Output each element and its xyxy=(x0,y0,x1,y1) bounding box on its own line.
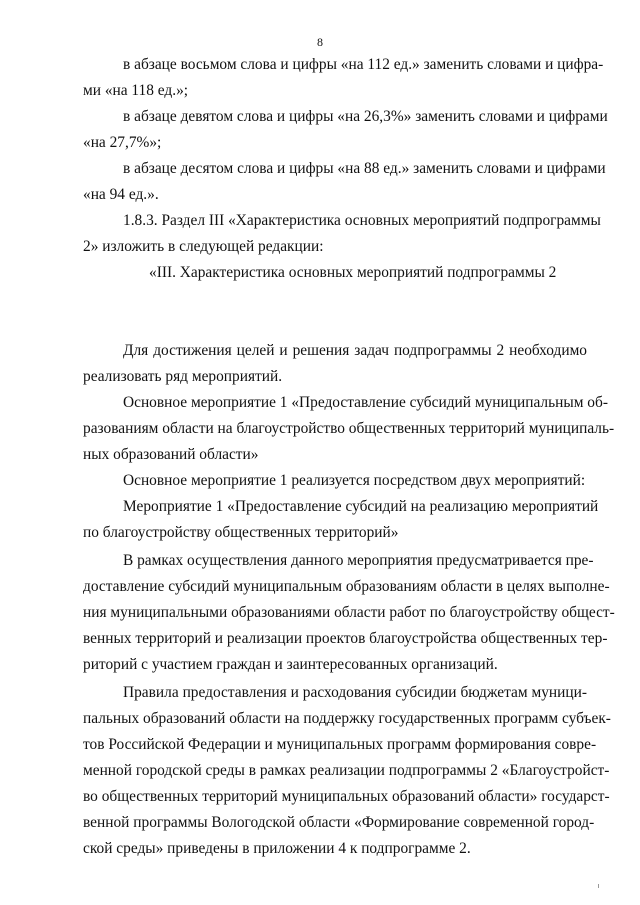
scan-artifact-mark xyxy=(598,884,599,888)
paragraph-amendment-paragraph-9 xyxy=(83,104,608,156)
text-line: реализовать ряд мероприятий. xyxy=(83,368,283,385)
text-line: ных образований области» xyxy=(83,446,259,463)
paragraph-amendment-paragraph-10 xyxy=(83,156,606,208)
paragraph-goals xyxy=(83,338,587,390)
page-number: 8 xyxy=(317,35,323,49)
text-line: менной городской среды в рамках реализации подпрограммы 2 «Благоустройст- xyxy=(83,762,610,779)
text-line: в абзаце девятом слова и цифры «на 26,3%» заменить словами и цифрами xyxy=(123,108,608,125)
text-line: венной программы Вологодской области «Формирование современной город- xyxy=(83,814,595,831)
text-line: доставление субсидий муниципальным образованиям области в целях выполне- xyxy=(83,578,610,595)
text-line: венных территорий и реализации проектов благоустройства общественных тер- xyxy=(83,630,608,647)
text-line: ния муниципальными образованиями области работ по благоустройству общест- xyxy=(83,604,615,621)
text-line: 2» изложить в следующей редакции: xyxy=(83,238,324,255)
text-line: в абзаце десятом слова и цифры «на 88 ед.» заменить словами и цифрами xyxy=(123,160,606,177)
paragraph-clause-1-8-3 xyxy=(83,208,601,260)
text-line: ми «на 118 ед.»; xyxy=(83,82,189,99)
text-line: Основное мероприятие 1 реализуется посредством двух мероприятий: xyxy=(123,472,586,489)
document-body xyxy=(83,52,615,862)
text-line: 1.8.3. Раздел III «Характеристика основных мероприятий подпрограммы xyxy=(123,212,601,229)
text-line: ской среды» приведены в приложении 4 к подпрограмме 2. xyxy=(83,840,471,857)
paragraph-activity-1 xyxy=(83,494,599,546)
text-line: во общественных территорий муниципальных образований области» государст- xyxy=(83,788,610,805)
text-line: тов Российской Федерации и муниципальных программ формирования совре- xyxy=(83,736,597,753)
text-line: в абзаце восьмом слова и цифры «на 112 ед.» заменить словами и цифра- xyxy=(123,56,604,73)
text-line: Для достижения целей и решения задач подпрограммы 2 необходимо xyxy=(123,342,587,359)
text-line: В рамках осуществления данного мероприятия предусматривается пре- xyxy=(123,552,594,569)
paragraph-main-activity xyxy=(83,390,615,468)
text-line: Основное мероприятие 1 «Предоставление субсидий муниципальным об- xyxy=(123,394,608,411)
text-line: «на 94 ед.». xyxy=(83,186,159,203)
section-heading-text: «III. Характеристика основных мероприятий подпрограммы 2 xyxy=(149,264,557,281)
heading-spacer xyxy=(83,286,587,338)
paragraph-main-activity-implementation xyxy=(83,468,587,494)
paragraph-activity-1-scope xyxy=(83,548,615,678)
text-line: пальных образований области на поддержку государственных программ субъек- xyxy=(83,710,611,727)
text-line: по благоустройству общественных территорий» xyxy=(83,524,399,541)
text-line: разованиям области на благоустройство общественных территорий муниципаль- xyxy=(83,420,615,437)
text-line: риторий с участием граждан и заинтересованных организаций. xyxy=(83,656,498,673)
paragraph-amendment-paragraph-8 xyxy=(83,52,604,104)
text-line: Правила предоставления и расходования субсидии бюджетам муници- xyxy=(123,684,587,701)
paragraph-subsidy-rules xyxy=(83,680,611,862)
text-line: «на 27,7%»; xyxy=(83,134,162,151)
section-heading xyxy=(83,260,587,286)
text-line: Мероприятие 1 «Предоставление субсидий на реализацию мероприятий xyxy=(123,498,599,515)
